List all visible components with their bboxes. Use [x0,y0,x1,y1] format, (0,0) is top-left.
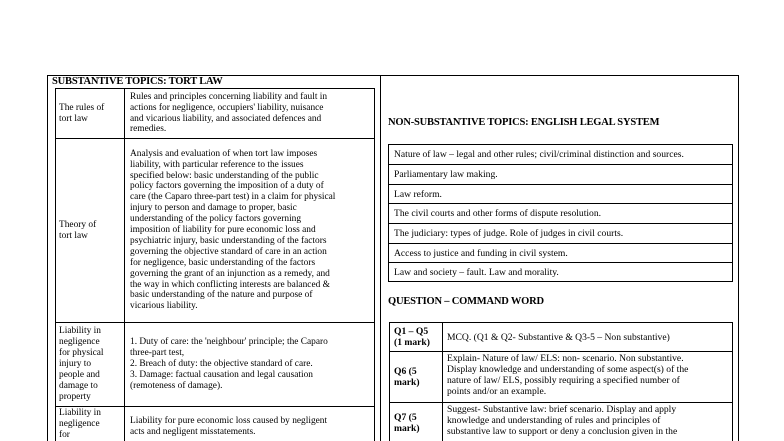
label-line: for [59,429,70,440]
label-line: for physical [59,348,104,359]
desc-line: Explain- Nature of law/ ELS: non- scenario. Non substantive. [447,353,684,364]
table-row [390,352,733,403]
topic-cell: Nature of law – legal and other rules; civil/criminal distinction and sources. [389,145,733,165]
question-label [390,323,443,352]
topic-cell: The judiciary: types of judge. Role of judges in civil courts. [389,224,733,244]
label-line: Q1 – Q5 [394,326,429,337]
question-description [443,323,733,352]
label-line: (1 mark) [394,337,430,348]
table-row [389,165,733,185]
table-row [390,323,733,352]
desc-line: (remoteness of damage). [130,380,223,391]
desc-line: 2. Breach of duty: the objective standard of care. [130,359,313,370]
table-row [389,263,733,282]
question-label [390,403,443,441]
desc-line: understanding of the policy factors governing [130,214,302,225]
desc-line: for negligence, basic understanding of the factors [130,257,316,268]
desc-line: substantive law to support or deny a conclusion given in the [447,426,678,437]
desc-line: acts and negligent misstatements. [130,426,256,437]
desc-line: actions for negligence, occupiers' liability, nuisance [130,102,324,113]
label-line: injury to [59,359,92,370]
label-line: people and [59,369,100,380]
label-line: damage to [59,380,98,391]
label-line: negligence [59,418,100,429]
row-label [56,407,125,441]
table-row [56,139,375,323]
question-label [390,352,443,403]
label-line: Liability in [59,408,101,418]
desc-line: nature of law/ ELS, possibly requiring a specified number of [447,375,680,386]
desc-line: knowledge and understanding of rules and principles of [447,415,661,426]
desc-line: Analysis and evaluation of when tort law imposes [130,148,318,159]
desc-line: Display knowledge and understanding of some aspect(s) of the [447,364,689,375]
desc-line: three-part test, [130,348,185,359]
topic-cell: Access to justice and funding in civil system. [389,244,733,263]
desc-line: governing the grant of an injunction as a remedy, and [130,268,330,279]
non-substantive-topics-heading: NON-SUBSTANTIVE TOPICS: ENGLISH LEGAL SYSTEM [388,117,660,128]
desc-line: points and/or an example. [447,386,547,397]
row-label [56,323,125,407]
label-line: mark) [394,377,420,388]
row-description [125,89,375,139]
desc-line: care (the Caparo three-part test) in a claim for physical [130,192,336,203]
label-line: Theory of [59,219,97,230]
table-row [389,145,733,165]
desc-line: Liability for pure economic loss caused by negligent [130,415,328,426]
tort-law-table [55,88,375,441]
desc-line: injury to person and damage to proper, basic [130,203,297,214]
desc-line: remedies. [130,124,167,135]
desc-line: Suggest- Substantive law: brief scenario. Display and apply [447,404,677,415]
table-row [389,204,733,224]
desc-line: vicarious liability. [130,301,198,312]
substantive-topics-heading: SUBSTANTIVE TOPICS: TORT LAW [52,76,223,87]
desc-line: 3. Damage: factual causation and legal causation [130,369,313,380]
desc-line: 1. Duty of care: the 'neighbour' principle; the Caparo [130,337,328,348]
question-description [443,352,733,403]
label-line: tort law [59,113,88,124]
label-line: mark) [394,422,420,434]
desc-line: and vicarious liability, and associated defences and [130,113,322,124]
table-row [389,224,733,244]
desc-line: liability, with particular reference to the issues [130,159,304,170]
label-line: Q7 (5 [394,411,417,423]
label-line: Q6 (5 [394,366,417,377]
label-line: property [59,391,91,402]
desc-line: basic understanding of the nature and purpose of [130,290,313,301]
english-legal-system-table [388,144,733,282]
desc-line: MCQ. (Q1 & Q2- Substantive & Q3-5 – Non substantive) [447,331,670,343]
row-description [125,323,375,407]
table-row [56,323,375,407]
table-row [56,407,375,441]
topic-cell: Parliamentary law making. [389,165,733,185]
label-line: tort law [59,230,88,241]
question-command-word-heading: QUESTION – COMMAND WORD [388,296,544,307]
desc-line: Rules and principles concerning liability and fault in [130,91,328,102]
desc-line: imposition of liability for pure economic loss and [130,225,316,236]
topic-cell: The civil courts and other forms of dispute resolution. [389,204,733,224]
row-description [125,407,375,441]
row-description [125,139,375,323]
question-description [443,403,733,441]
desc-line: psychiatric injury, basic understanding of the factors [130,235,327,246]
desc-line: the way in which conflicting interests are balanced & [130,279,330,290]
label-line: The rules of [59,102,105,113]
row-label [56,89,125,139]
topic-cell: Law reform. [389,185,733,204]
label-line: Liability in [59,326,101,337]
desc-line: governing the objective standard of care in an action [130,246,327,257]
column-divider [380,75,381,441]
table-row [56,89,375,139]
label-line: negligence [59,337,100,348]
row-label [56,139,125,323]
table-row [389,185,733,204]
topic-cell: Law and society – fault. Law and morality. [389,263,733,282]
table-row [389,244,733,263]
desc-line: policy factors governing the imposition of a duty of [130,181,324,192]
question-table [389,322,733,441]
table-row [390,403,733,441]
desc-line: specified below: basic understanding of the public [130,170,319,181]
